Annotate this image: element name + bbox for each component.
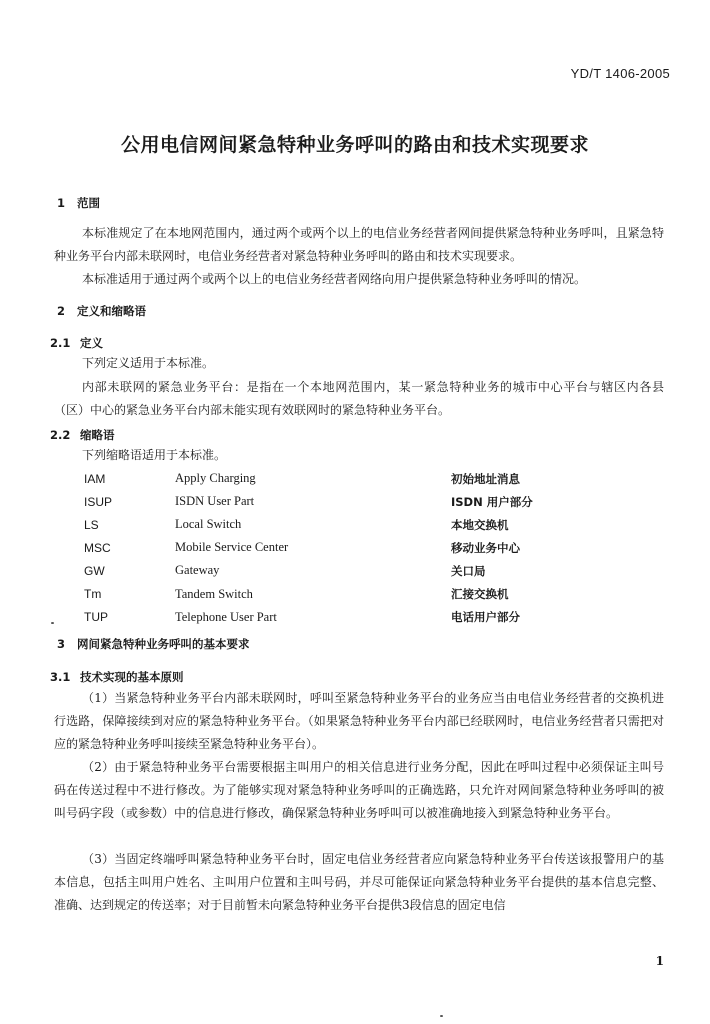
scan-speck: [51, 622, 54, 624]
chinese-term-cell: 移动业务中心: [451, 540, 520, 555]
section-number: 2.2: [50, 428, 71, 442]
section-3-1-paragraph-3: （3）当固定终端呼叫紧急特种业务平台时，固定电信业务经营者应向紧急特种业务平台传送该报警用户的基本信息，包括主叫用户姓名、主叫用户位置和主叫号码，并尽可能保证向紧急特种业务平台提供的基本信息完整、准确、达到规定的传送率；对于目前暂未向紧急特种业务平台提供3段信息的固定电信: [54, 852, 664, 912]
section-number: 2: [57, 304, 66, 318]
abbreviation-cell: TUP: [84, 610, 108, 625]
abbreviation-row: [84, 606, 533, 629]
abbreviation-row: [84, 582, 533, 605]
english-term-cell: Gateway: [175, 563, 220, 578]
chinese-term-cell: 初始地址消息: [451, 471, 520, 486]
chinese-term-cell: 关口局: [451, 563, 486, 578]
section-title: 定义: [80, 336, 103, 350]
section-1-paragraph-1: 本标准规定了在本地网范围内，通过两个或两个以上的电信业务经营者网间提供紧急特种业务呼叫，且紧急特种业务平台内部未联网时，电信业务经营者对紧急特种业务呼叫的路由和技术实现要求。: [54, 226, 664, 263]
section-2-2-heading: [50, 427, 115, 443]
abbreviation-cell: IAM: [84, 471, 106, 486]
section-1-paragraph-2: 本标准适用于通过两个或两个以上的电信业务经营者网络向用户提供紧急特种业务呼叫的情况。: [82, 272, 587, 286]
document-title: 公用电信网间紧急特种业务呼叫的路由和技术实现要求: [120, 134, 589, 156]
section-2-1-paragraph-2: 内部未联网的紧急业务平台：是指在一个本地网范围内，某一紧急特种业务的城市中心平台与辖区内各县（区）中心的紧急业务平台内部未能实现有效联网时的紧急特种业务平台。: [54, 380, 664, 417]
section-number: 1: [57, 196, 66, 210]
section-2-1-paragraph-1: 下列定义适用于本标准。: [82, 356, 215, 370]
english-term-cell: Telephone User Part: [175, 609, 277, 624]
section-2-heading: [57, 303, 146, 319]
abbreviation-row: [84, 467, 533, 490]
english-term-cell: Tandem Switch: [175, 586, 253, 601]
english-term-cell: Apply Charging: [175, 471, 256, 486]
english-term-cell: Local Switch: [175, 517, 242, 532]
abbreviation-row: [84, 490, 533, 513]
english-term-cell: ISDN User Part: [175, 494, 255, 509]
section-3-1-paragraph-1: （1）当紧急特种业务平台内部未联网时，呼叫至紧急特种业务平台的业务应当由电信业务经营者的交换机进行选路，保障接续到对应的紧急特种业务平台。（如果紧急特种业务平台内部已经联网时，电信业务经营者只需把对应的紧急特种业务呼叫接续至紧急特种业务平台）。: [54, 691, 664, 751]
chinese-term-cell: ISDN 用户部分: [451, 494, 533, 509]
chinese-term-cell: 汇接交换机: [451, 587, 509, 602]
section-title: 网间紧急特种业务呼叫的基本要求: [77, 637, 250, 651]
standard-code: YD/T 1406-2005: [570, 66, 670, 81]
section-title: 定义和缩略语: [77, 304, 146, 318]
abbreviation-table: [84, 467, 533, 629]
abbreviation-row: [84, 513, 533, 536]
section-number: 3.1: [50, 670, 71, 684]
chinese-term-cell: 电话用户部分: [451, 610, 520, 625]
section-number: 3: [57, 637, 66, 651]
abbreviation-cell: LS: [84, 517, 99, 532]
section-number: 2.1: [50, 336, 71, 350]
abbreviation-cell: MSC: [84, 540, 111, 555]
section-2-1-heading: [50, 335, 103, 351]
section-title: 技术实现的基本原则: [80, 670, 184, 684]
page-number: 1: [655, 954, 664, 968]
chinese-term-cell: 本地交换机: [451, 517, 509, 532]
abbreviation-row: [84, 559, 533, 582]
section-3-1-paragraph-2: （2）由于紧急特种业务平台需要根据主叫用户的相关信息进行业务分配，因此在呼叫过程中必须保证主叫号码在传送过程中不进行修改。为了能够实现对紧急特种业务呼叫的正确选路，只允许对网间紧急特种业务呼叫的被叫号码字段（或参数）中的信息进行修改，确保紧急特种业务呼叫可以被准确地接入到紧急特种业务平台。: [54, 760, 664, 820]
english-term-cell: Mobile Service Center: [175, 540, 289, 555]
section-2-2-paragraph-1: 下列缩略语适用于本标准。: [82, 448, 227, 462]
section-3-1-heading: [50, 669, 184, 685]
section-title: 缩略语: [80, 428, 115, 442]
abbreviation-cell: Tm: [84, 587, 102, 602]
section-title: 范围: [77, 196, 100, 210]
section-1-heading: [57, 195, 100, 211]
scan-speck: [440, 1015, 443, 1017]
abbreviation-row: [84, 536, 533, 559]
section-3-heading: [57, 636, 250, 652]
abbreviation-cell: ISUP: [84, 494, 113, 509]
abbreviation-cell: GW: [84, 563, 105, 578]
